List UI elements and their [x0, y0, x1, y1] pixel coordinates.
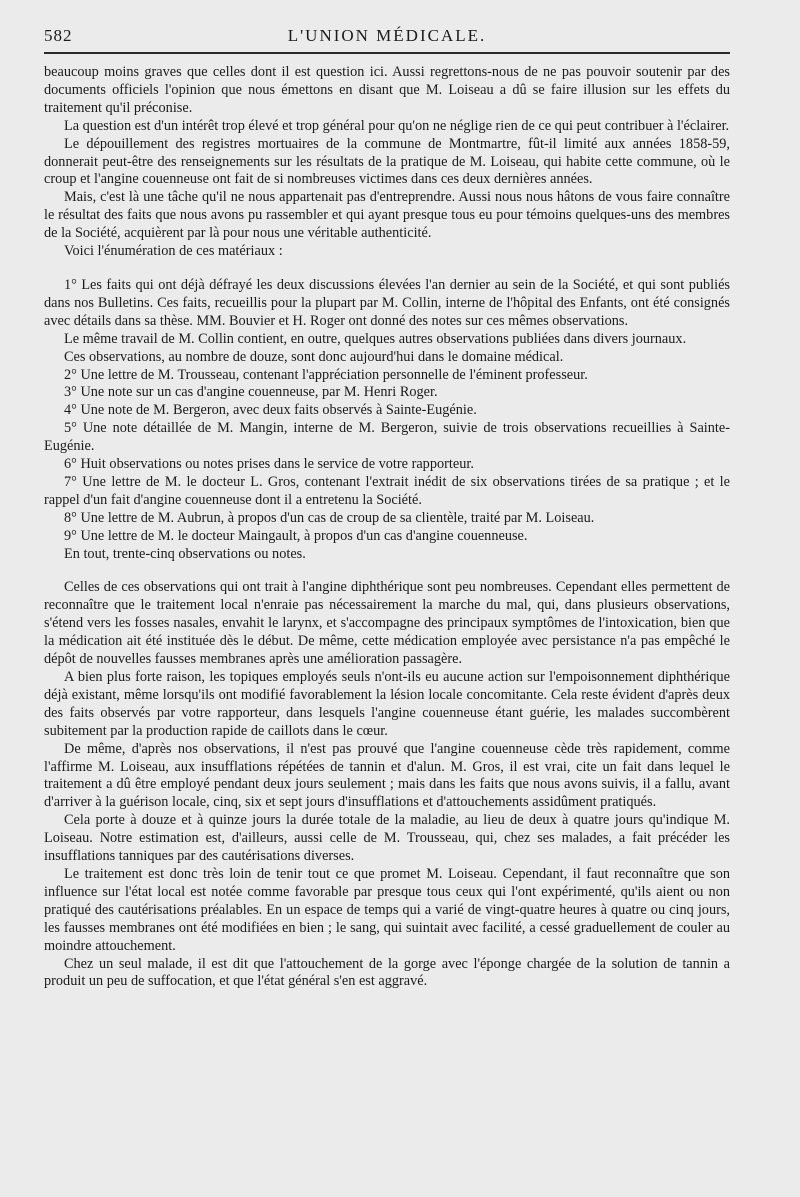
paragraph: Chez un seul malade, il est dit que l'attouchement de la gorge avec l'éponge chargée de la solution de tannin a produit un peu de suffocation, et que l'état général s'en est aggravé.	[44, 955, 730, 990]
list-item: 3° Une note sur un cas d'angine couenneuse, par M. Henri Roger.	[64, 384, 438, 401]
list-item: 5° Une note détaillée de M. Mangin, interne de M. Bergeron, suivie de trois observations recueillies à Sainte-Eugénie.	[44, 420, 730, 455]
list-item: 6° Huit observations ou notes prises dans le service de votre rapporteur.	[64, 456, 474, 473]
body-text	[44, 64, 730, 991]
list-item: 7° Une lettre de M. le docteur L. Gros, contenant l'extrait inédit de six observations tirées de sa pratique ; et le rappel d'un fait d'angine couenneuse dont il a entretenu la Société.	[44, 473, 730, 508]
paragraph: Voici l'énumération de ces matériaux :	[64, 243, 283, 260]
paragraph: En tout, trente-cinq observations ou notes.	[64, 545, 306, 562]
paragraph: La question est d'un intérêt trop élevé et trop général pour qu'on ne néglige rien de ce qui peut contribuer à l'éclairer.	[64, 117, 730, 134]
page-number: 582	[44, 26, 73, 45]
paragraph: beaucoup moins graves que celles dont il est question ici. Aussi regrettons-nous de ne pas pouvoir soutenir par des documents officiels l'opinion que nous émettons en disant que M. Loiseau a dû se faire illusion sur les effets du traitement qu'il préconise.	[44, 64, 730, 116]
paragraph: Ces observations, au nombre de douze, sont donc aujourd'hui dans le domaine médical.	[64, 348, 564, 365]
paragraph: Cela porte à douze et à quinze jours la durée totale de la maladie, au lieu de deux à quatre jours qu'indique M. Loiseau. Notre estimation est, d'ailleurs, aussi celle de M. Trousseau, qui, chez ses malades, a fait précéder les insufflations tanniques par des cautérisations diverses.	[44, 812, 730, 865]
paragraph: A bien plus forte raison, les topiques employés seuls n'ont-ils eu aucune action sur l'empoisonnement diphthérique déjà existant, même lorsqu'ils ont modifié favorablement la lésion locale concomitante. Cela reste évident d'après deux des faits observés par votre rapporteur, dans lesquels l'angine couenneuse étant guérie, les malades succombèrent subitement par la production rapide de caillots dans le cœur.	[44, 669, 730, 739]
running-head	[44, 26, 730, 52]
running-title: L'UNION MÉDICALE.	[287, 26, 487, 45]
paragraph: De même, d'après nos observations, il n'est pas prouvé que l'angine couenneuse cède très rapidement, comme l'affirme M. Loiseau, aux insufflations répétées de tannin et d'alun. M. Gros, il est vrai, cite un fait dans lequel le traitement a dû être employé pendant deux jours seulement ; mais dans les faits que nous avons suivis, il a fallu, avant d'arriver à la guérison locale, cinq, six et sept jours d'insufflations et d'attouchements assidûment pratiqués.	[44, 740, 730, 811]
list-item: 2° Une lettre de M. Trousseau, contenant l'appréciation personnelle de l'éminent professeur.	[64, 366, 588, 383]
paragraph: Mais, c'est là une tâche qu'il ne nous appartenait pas d'entreprendre. Aussi nous nous hâtons de vous faire connaître le résultat des faits que nous avons pu rassembler et qui ayant presque tous eu pour témoins quelques-uns des membres de la Société, acquièrent par là pour nous une véritable authenticité.	[44, 189, 730, 242]
list-item: 9° Une lettre de M. le docteur Maingault, à propos d'un cas d'angine couenneuse.	[64, 527, 528, 544]
paragraph: Le traitement est donc très loin de tenir tout ce que promet M. Loiseau. Cependant, il faut reconnaître que son influence sur l'état local est notée comme favorable par presque tous ceux qui l'ont expérimenté, qu'ils aient ou non pratiqué des cautérisations préalables. En un espace de temps qui a varié de vingt-quatre heures à quatre ou cinq jours, les fausses membranes ont été modifiées en bien ; le sang, qui suintait avec facilité, a cessé graduellement de couler au moindre attouchement.	[44, 865, 730, 954]
paragraph: Le dépouillement des registres mortuaires de la commune de Montmartre, fût-il limité aux années 1858-59, donnerait peut-être des renseignements sur les résultats de la pratique de M. Loiseau, qui habite cette commune, où le croup et l'angine couenneuse ont fait de si nombreuses victimes dans ces deux dernières années.	[44, 135, 730, 188]
header-rule	[44, 52, 730, 54]
list-item: 1° Les faits qui ont déjà défrayé les deux discussions élevées l'an dernier au sein de la Société, et qui sont publiés dans nos Bulletins. Ces faits, recueillis pour la plupart par M. Collin, interne de l'hôpital des Enfants, ont été consignés avec détails dans sa thèse. MM. Bouvier et H. Roger ont donné des notes sur ces mêmes observations.	[44, 276, 730, 329]
paragraph: Le même travail de M. Collin contient, en outre, quelques autres observations publiées dans divers journaux.	[64, 330, 687, 347]
list-item: 8° Une lettre de M. Aubrun, à propos d'un cas de croup de sa clientèle, traité par M. Loiseau.	[64, 509, 595, 526]
list-item: 4° Une note de M. Bergeron, avec deux faits observés à Sainte-Eugénie.	[64, 402, 477, 419]
paragraph: Celles de ces observations qui ont trait à l'angine diphthérique sont peu nombreuses. Cependant elles permettent de reconnaître que le traitement local n'enraie pas nécessairement la marche du mal, qui, dans plusieurs observations, s'étend vers les fosses nasales, envahit le larynx, et s'accompagne des principaux symptômes de l'intoxication, bien que la médication ait été instituée dès le début. De même, cette médication employée avec persistance n'a pas empêché le dépôt de nouvelles fausses membranes après une amélioration passagère.	[44, 579, 730, 668]
